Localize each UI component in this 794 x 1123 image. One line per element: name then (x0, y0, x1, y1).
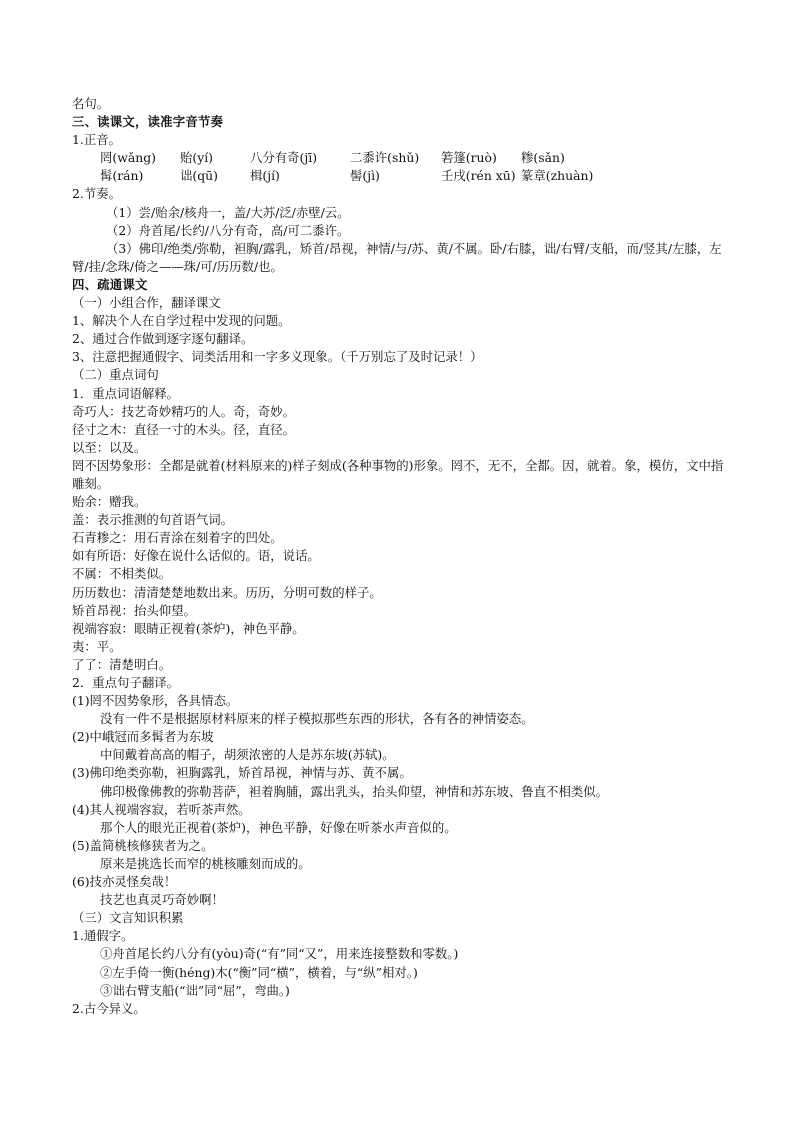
pinyin-item: 贻(yí) (180, 150, 214, 166)
text-line: (3)佛印绝类弥勒，袒胸露乳，矫首昂视，神情与苏、黄不属。 (72, 765, 412, 781)
text-line: （3）佛印/绝类/弥勒，袒胸/露乳，矫首/昂视，神情/与/苏、黄/不属。卧/右膝，诎/右臂/支船，而/竖其/左膝，左臂/挂/念珠/倚之——珠/可/历历数/也。 (72, 240, 722, 274)
text-line: 佛印极像佛教的弥勒菩萨，袒着胸脯，露出乳头，抬头仰望，神情和苏东坡、鲁直不相类似。 (100, 783, 609, 799)
section-heading: 三、读课文，读准字音节奏 (72, 114, 224, 130)
pinyin-item: 八分有奇(jī) (250, 150, 318, 166)
subheading: 2.节奏。 (72, 186, 121, 202)
text-line: 罔不因势象形：全都是就着(材料原来的)样子刻成(各种事物的)形象。罔不，无不，全都。因，就着。象，模仿，文中指雕刻。 (72, 457, 724, 491)
pinyin-item: 二黍许(shǔ) (350, 150, 420, 166)
text-line: （2）舟首尾/长约/八分有奇，高/可二黍许。 (106, 222, 350, 238)
text-line: (2)中峨冠而多髯者为东坡 (72, 729, 214, 745)
text-line: 夷：平。 (72, 638, 122, 654)
pinyin-item: 箬篷(ruò) (441, 150, 497, 166)
text-line: 名句。 (72, 96, 110, 111)
subheading: 2.古今异义。 (72, 1000, 146, 1016)
subheading: （一）小组合作，翻译课文 (72, 295, 221, 311)
pinyin-item: 髻(jì) (350, 168, 380, 184)
section-heading: 四、疏通课文 (72, 276, 148, 292)
text-line: 如有所语：好像在说什么话似的。语，说话。 (72, 548, 320, 564)
text-line: ③诎右臂支船(“诎”同“屈”，弯曲。) (100, 982, 290, 998)
text-line: (5)盖简桃核修狭者为之。 (72, 837, 214, 853)
pinyin-item: 楫(jí) (250, 168, 280, 184)
text-line: (6)技亦灵怪矣哉！ (72, 874, 177, 890)
text-line: ①舟首尾长约八分有(yòu)奇(“有”同“又”，用来连接整数和零数。) (100, 946, 459, 962)
text-line: 原来是挑选长而窄的桃核雕刻而成的。 (100, 855, 311, 871)
text-line: 没有一件不是根据原材料原来的样子模拟那些东西的形状，各有各的神情姿态。 (100, 711, 534, 727)
text-line: 3、注意把握通假字、词类活用和一字多义现象。（千万别忘了及时记录！） (72, 349, 483, 365)
pinyin-item: 篆章(zhuàn) (521, 168, 594, 184)
pinyin-item: 罔(wǎng) (100, 150, 156, 166)
text-line: 视端容寂：眼睛正视着(茶炉)，神色平静。 (72, 620, 305, 636)
text-line: （1）尝/贻余/核舟一，盖/大苏/泛/赤壁/云。 (106, 204, 350, 220)
text-line: 了了：清楚明白。 (72, 656, 172, 672)
text-line: 径寸之木：直径一寸的木头。径，直径。 (72, 421, 296, 437)
subheading: （三）文言知识积累 (72, 910, 184, 926)
text-line: 以至：以及。 (72, 439, 147, 455)
pinyin-item: 糁(sǎn) (521, 150, 565, 166)
subheading: 1．重点词语解释。 (72, 385, 180, 401)
text-line: (4)其人视端容寂，若听茶声然。 (72, 801, 251, 817)
pinyin-item: 壬戌(rén xū) (441, 168, 516, 184)
text-line: 1、解决个人在自学过程中发现的问题。 (72, 313, 291, 329)
pinyin-item: 诎(qū) (180, 168, 218, 184)
text-line: 盖：表示推测的句首语气词。 (72, 512, 234, 528)
subheading: 2．重点句子翻译。 (72, 675, 180, 690)
pinyin-row (72, 149, 728, 167)
text-line: 那个人的眼光正视着(茶炉)，神色平静，好像在听茶水声音似的。 (100, 819, 457, 835)
document-page (72, 95, 728, 1018)
text-line: ②左手倚一衡(héng)木(“衡”同“横”，横着，与“纵”相对。) (100, 964, 418, 980)
subheading: 1.通假字。 (72, 928, 134, 944)
text-line: (1)罔不因势象形，各具情态。 (72, 693, 239, 709)
text-line: 2、通过合作做到逐字逐句翻译。 (72, 331, 254, 347)
text-line: 石青糁之：用石青涂在刻着字的凹处。 (72, 530, 283, 546)
subheading: 1.正音。 (72, 132, 121, 148)
text-line: 不属：不相类似。 (72, 566, 172, 582)
text-line: 技艺也真灵巧奇妙啊！ (100, 892, 224, 908)
pinyin-item: 髯(rán) (100, 168, 144, 184)
text-line: 奇巧人：技艺奇妙精巧的人。奇，奇妙。 (72, 403, 296, 419)
text-line: 历历数也：清清楚楚地数出来。历历，分明可数的样子。 (72, 584, 382, 600)
subheading: （二）重点词句 (72, 367, 159, 383)
text-line: 矫首昂视：抬头仰望。 (72, 602, 196, 618)
text-line: 贻余：赠我。 (72, 494, 147, 510)
text-line: 中间戴着高高的帽子，胡须浓密的人是苏东坡(苏轼)。 (100, 747, 395, 763)
pinyin-row (72, 167, 728, 185)
